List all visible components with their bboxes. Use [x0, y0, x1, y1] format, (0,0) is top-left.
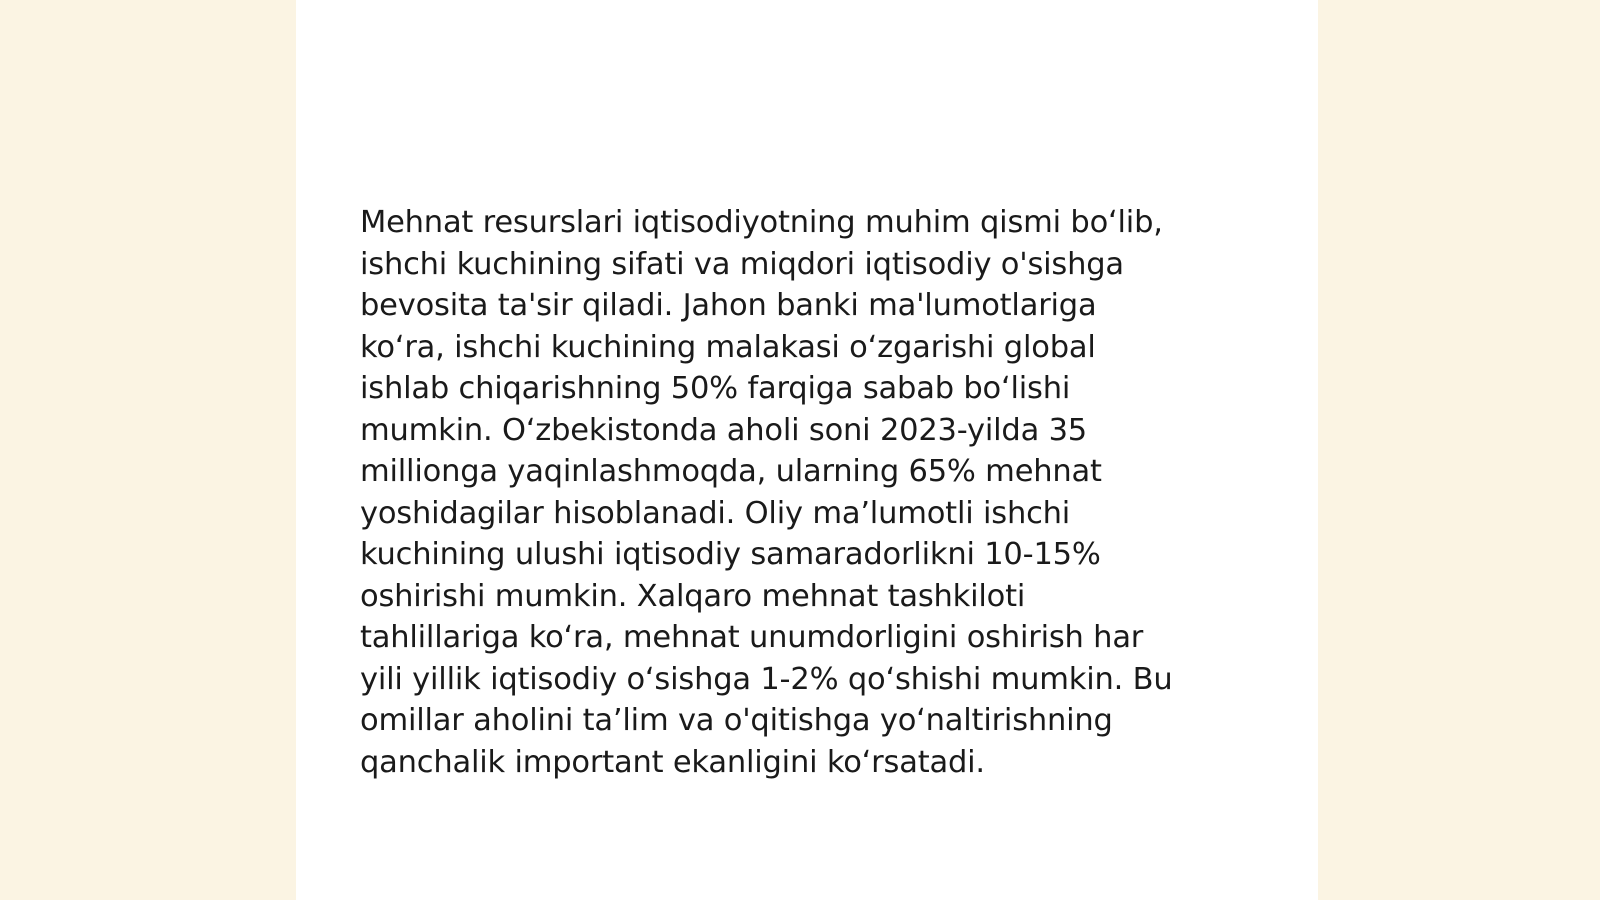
paragraph-line: yili yillik iqtisodiy o‘sishga 1-2% qo‘shishi mumkin. Bu — [360, 661, 1173, 697]
left-margin-background — [0, 0, 296, 900]
paragraph-line: millionga yaqinlashmoqda, ularning 65% mehnat — [360, 454, 1102, 489]
paragraph-line: ishchi kuchining sifati va miqdori iqtisodiy o'sishga — [360, 246, 1124, 282]
paragraph-line: oshirishi mumkin. Xalqaro mehnat tashkiloti — [360, 578, 1026, 614]
paragraph-line: qanchalik important ekanligini ko‘rsatadi. — [360, 744, 985, 780]
paragraph-line: yoshidagilar hisoblanadi. Oliy ma’lumotli ishchi — [360, 495, 1071, 531]
paragraph-line: tahlillariga ko‘ra, mehnat unumdorligini oshirish har — [360, 620, 1144, 655]
paragraph-line: omillar aholini ta’lim va o'qitishga yo‘naltirishning — [360, 703, 1113, 738]
document-page — [296, 0, 1318, 900]
paragraph-line: mumkin. O‘zbekistonda aholi soni 2023-yilda 35 — [360, 412, 1087, 448]
paragraph-line: Mehnat resurslari iqtisodiyotning muhim qismi bo‘lib, — [360, 205, 1163, 240]
body-paragraph — [360, 202, 1260, 783]
paragraph-line: ishlab chiqarishning 50% farqiga sabab bo‘lishi — [360, 371, 1071, 406]
right-margin-background — [1318, 0, 1600, 900]
paragraph-line: kuchining ulushi iqtisodiy samaradorlikni 10-15% — [360, 537, 1101, 572]
paragraph-line: bevosita ta'sir qiladi. Jahon banki ma'lumotlariga — [360, 288, 1097, 323]
paragraph-line: ko‘ra, ishchi kuchining malakasi o‘zgarishi global — [360, 329, 1096, 365]
